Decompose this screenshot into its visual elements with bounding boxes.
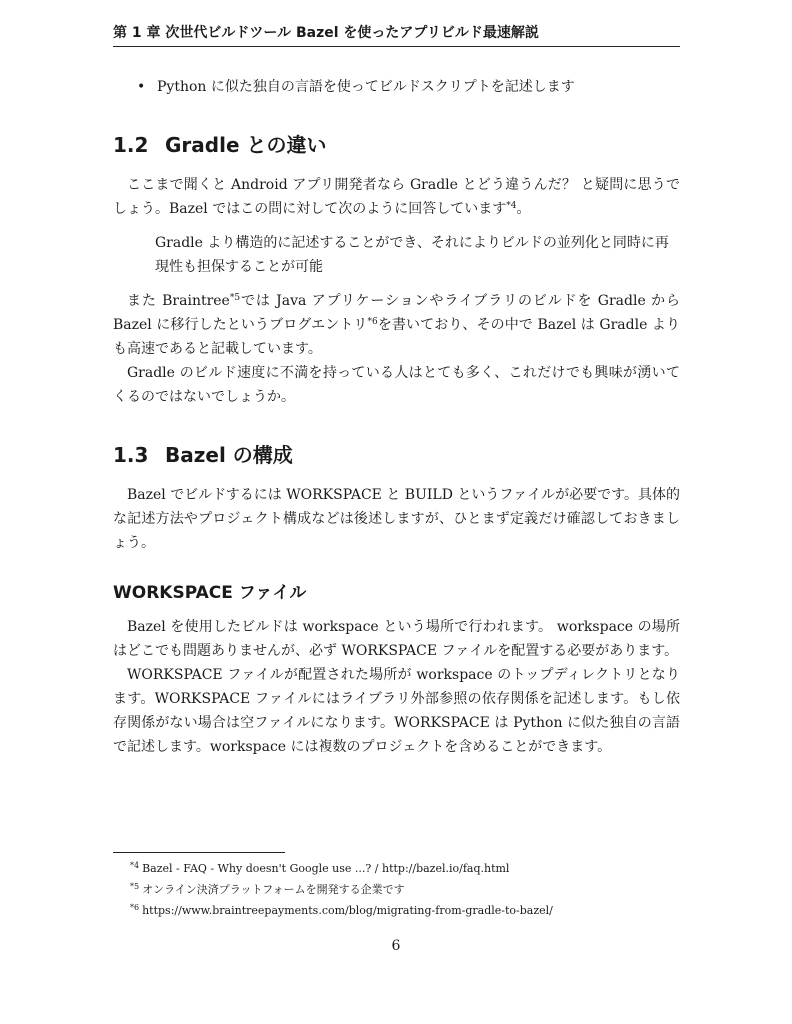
footnote-4 bbox=[130, 857, 680, 878]
paragraph bbox=[113, 173, 680, 221]
footnote-ref-6[interactable]: *6 bbox=[367, 317, 378, 327]
paragraph: WORKSPACE ファイルが配置された場所が workspace のトップディレクトリとなります。WORKSPACE ファイルにはライブラリ外部参照の依存関係を記述します。もし依存関係がない場合は空ファイルになります。WORKSPACE は Python に似た独自の言語で記述します。workspace には複数のプロジェクトを含めることができます。 bbox=[113, 667, 680, 755]
running-header-title: 第 1 章 次世代ビルドツール Bazel を使ったアプリビルド最速解説 bbox=[113, 25, 539, 41]
paragraph-text: ここまで聞くと Android アプリ開発者なら Gradle とどう違うんだ？ と疑問に思うでしょう。Bazel ではこの問に対して次のように回答しています bbox=[113, 177, 680, 217]
list-item bbox=[113, 75, 680, 99]
block-quote bbox=[155, 231, 680, 279]
bullet-dot: • bbox=[137, 79, 146, 95]
footnote-5 bbox=[130, 878, 680, 899]
paragraph-text-end: を書いており、その中で Bazel は Gradle よりも高速であると記載しています。 bbox=[113, 317, 680, 357]
paragraph bbox=[113, 289, 680, 361]
footnotes bbox=[130, 857, 680, 920]
subsection-heading-workspace: WORKSPACE ファイル bbox=[113, 583, 307, 603]
footnote-mark: *4 bbox=[130, 861, 140, 870]
section-title: Gradle との違い bbox=[165, 133, 327, 157]
footnote-ref-5[interactable]: *5 bbox=[229, 293, 241, 303]
section-heading-1-3 bbox=[113, 441, 680, 469]
page-body bbox=[113, 68, 680, 759]
running-header bbox=[113, 22, 680, 47]
list-item-text: Python に似た独自の言語を使ってビルドスクリプトを記述します bbox=[157, 79, 575, 95]
section-heading-1-2 bbox=[113, 131, 680, 159]
section-number: 1.2 bbox=[113, 133, 149, 157]
paragraph: Bazel でビルドするには WORKSPACE と BUILD というファイルが必要です。具体的な記述方法やプロジェクト構成などは後述しますが、ひとまず定義だけ確認しておきましょう。 bbox=[113, 487, 680, 551]
footnote-mark: *5 bbox=[130, 882, 140, 891]
intro-bullet-list bbox=[113, 75, 680, 99]
footnote-divider bbox=[113, 852, 285, 853]
footnote-ref-4[interactable]: *4 bbox=[506, 201, 517, 211]
quote-text: Gradle より構造的に記述することができ、それによりビルドの並列化と同時に再現性も担保することが可能 bbox=[155, 235, 669, 275]
section-title: Bazel の構成 bbox=[165, 443, 293, 467]
footnote-mark: *6 bbox=[130, 903, 140, 912]
footnote-text: Bazel - FAQ - Why doesn't Google use ...? / http://bazel.io/faq.html bbox=[142, 862, 510, 875]
footnote-text: オンライン決済プラットフォームを開発する企業です bbox=[142, 883, 405, 896]
footnote-link[interactable]: https://www.braintreepayments.com/blog/migrating-from-gradle-to-bazel/ bbox=[142, 904, 553, 917]
section-number: 1.3 bbox=[113, 443, 149, 467]
paragraph: Gradle のビルド速度に不満を持っている人はとても多く、これだけでも興味が湧いてくるのではないでしょうか。 bbox=[113, 365, 680, 405]
paragraph-text: また Braintree bbox=[127, 293, 230, 309]
paragraph: Bazel を使用したビルドは workspace という場所で行われます。 workspace の場所はどこでも問題ありませんが、必ず WORKSPACE ファイルを配置する必要があります。 bbox=[113, 619, 680, 659]
footnote-6 bbox=[130, 899, 680, 920]
paragraph-text-mid: では Java アプリケーションやライブラリのビルドを Gradle から Bazel に移行したというブログエントリ bbox=[113, 293, 680, 333]
page-number: 6 bbox=[391, 938, 401, 954]
paragraph-text-end: 。 bbox=[516, 201, 531, 217]
